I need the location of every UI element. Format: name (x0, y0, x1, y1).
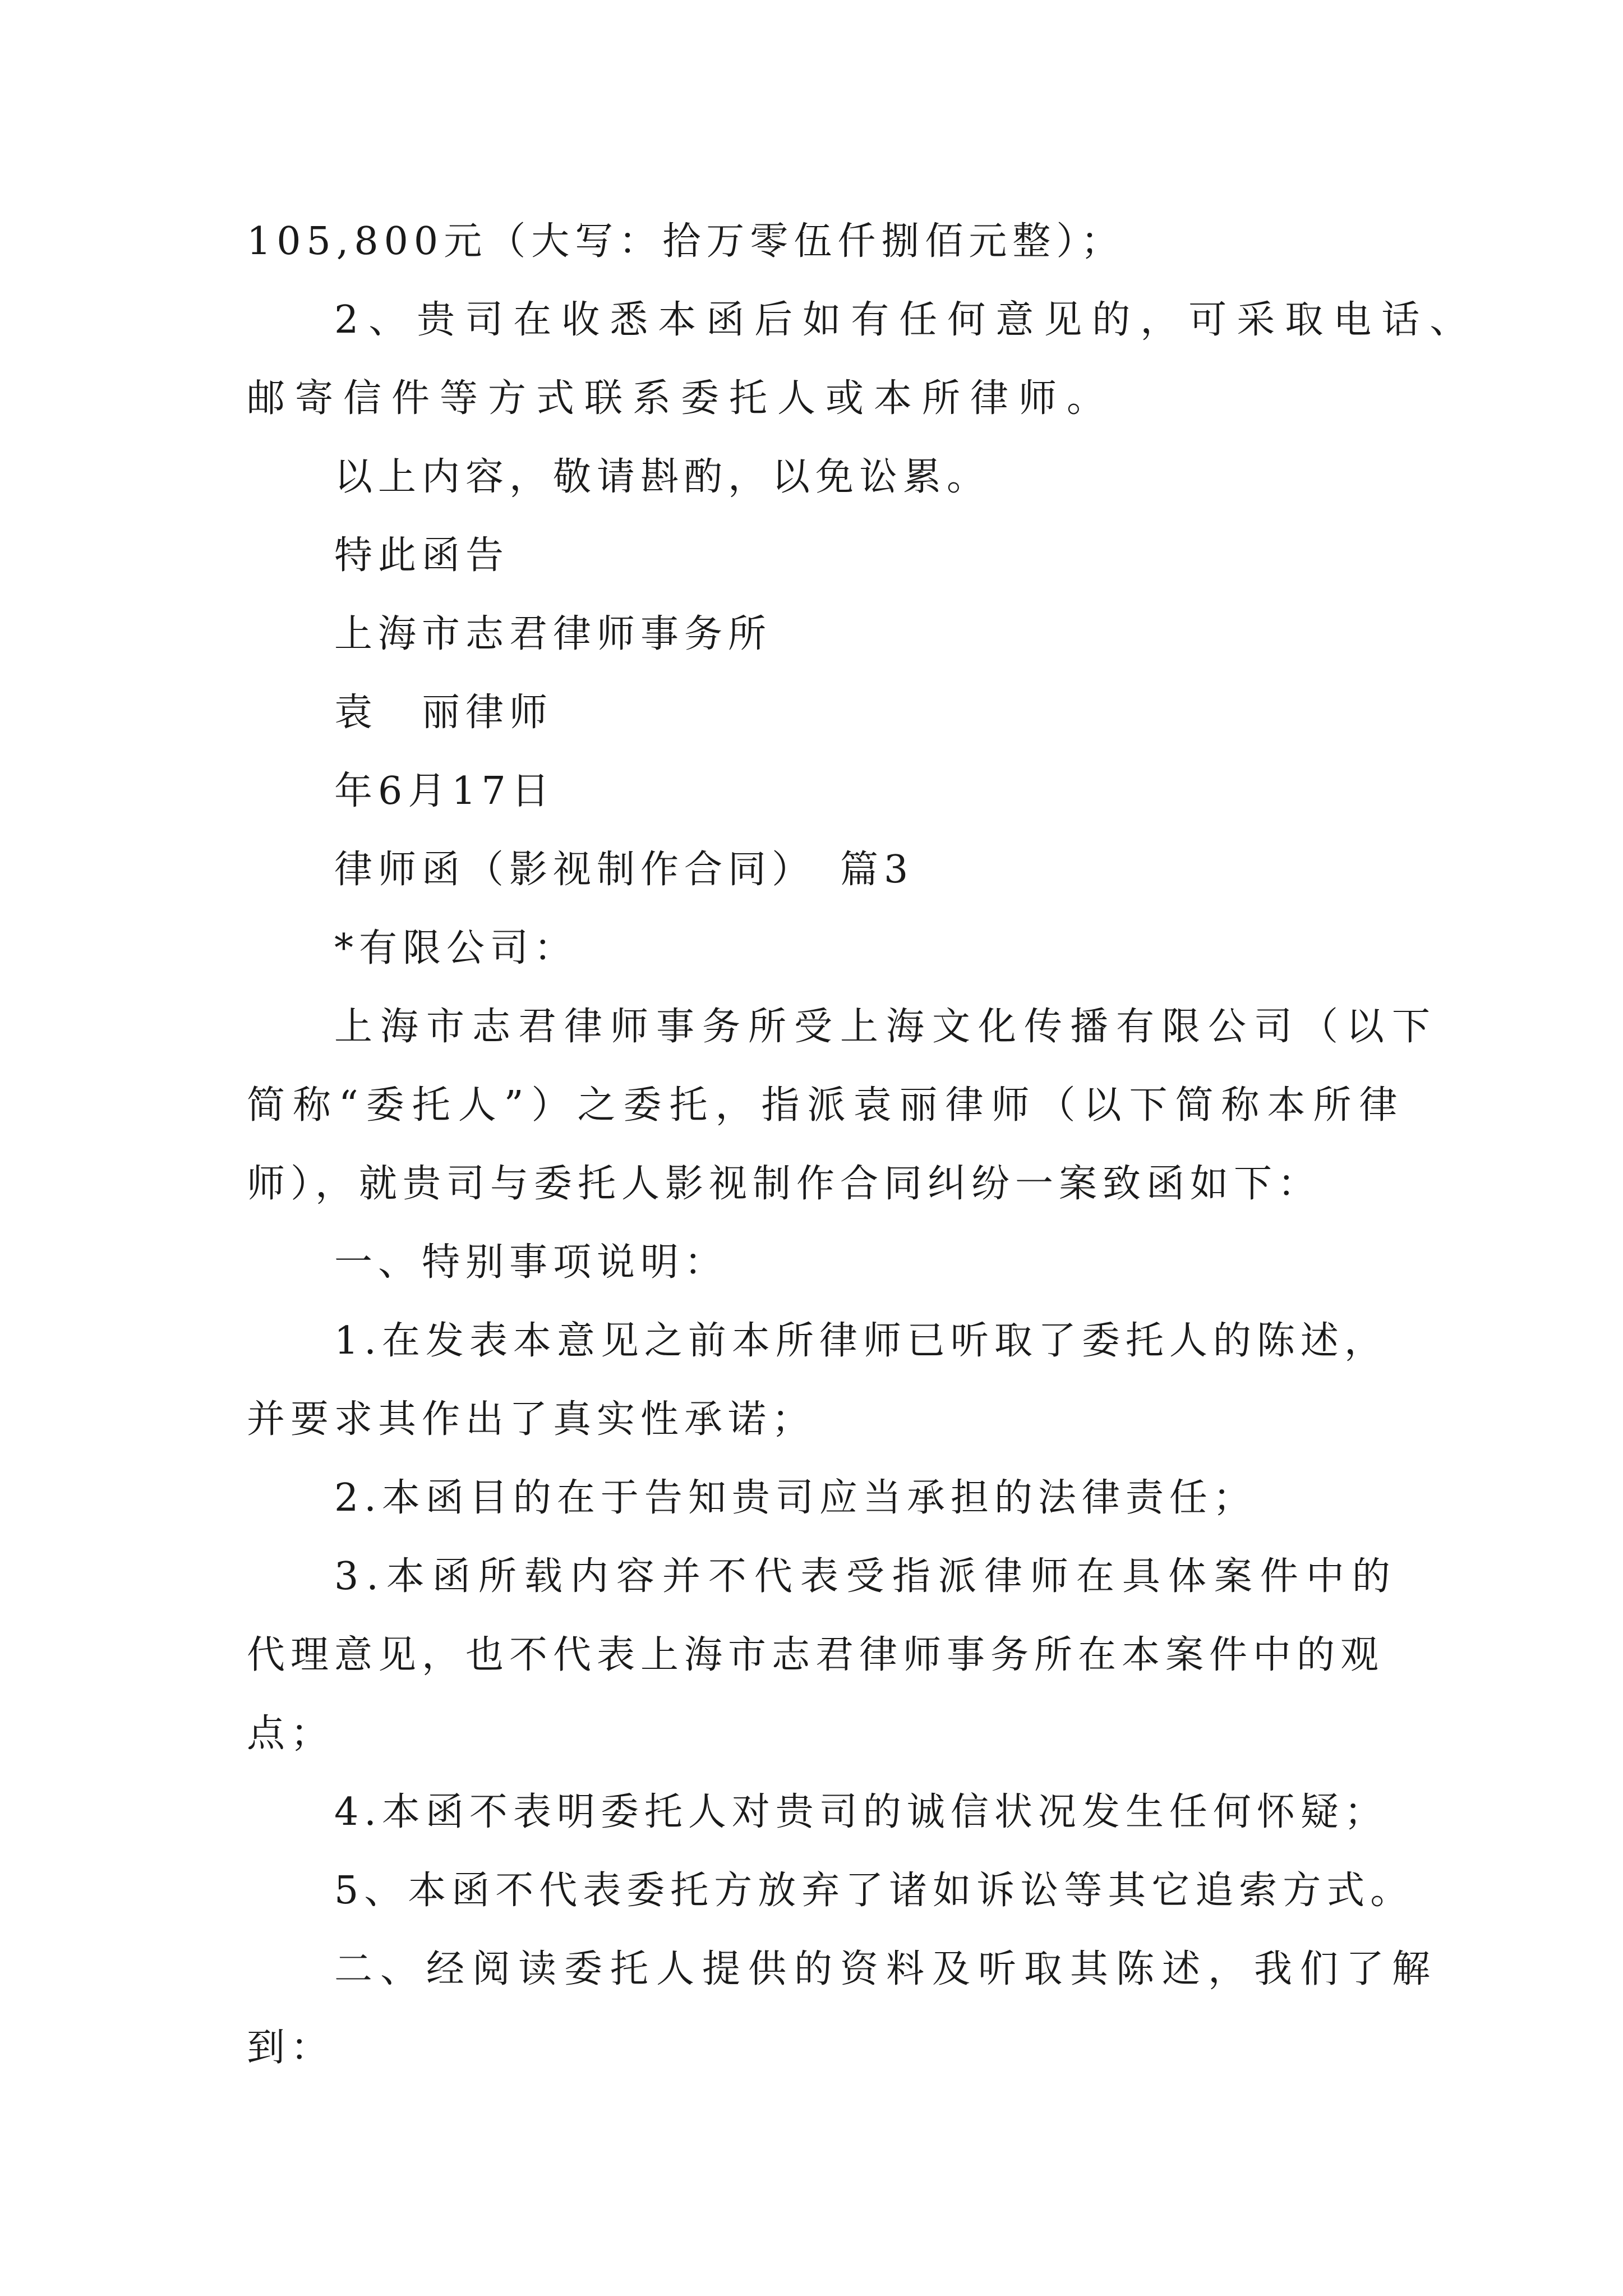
section-heading: 二、经阅读委托人提供的资料及听取其陈述，我们了解 (334, 1947, 1438, 1991)
paragraph-line: 并要求其作出了真实性承诺； (247, 1397, 816, 1442)
letter-date: 年6月17日 (334, 769, 555, 813)
list-item: 5、本函不代表委托方放弃了诸如诉讼等其它追索方式。 (334, 1869, 1414, 1913)
paragraph-line: 以上内容，敬请斟酌，以免讼累。 (334, 455, 991, 499)
paragraph-line: 代理意见，也不代表上海市志君律师事务所在本案件中的观 (247, 1633, 1385, 1677)
recipient-line: *有限公司： (334, 926, 578, 970)
lawyer-signature: 袁 丽律师 (334, 691, 554, 735)
paragraph-line: 点； (247, 1711, 335, 1756)
paragraph-line: 上海市志君律师事务所受上海文化传播有限公司（以下 (334, 1005, 1438, 1049)
paragraph-line: 师），就贵司与委托人影视制作合同纠纷一案致函如下： (247, 1162, 1322, 1206)
paragraph-line: 2、贵司在收悉本函后如有任何意见的，可采取电话、 (334, 298, 1478, 342)
list-item: 1.在发表本意见之前本所律师已听取了委托人的陈述， (334, 1319, 1388, 1363)
section-heading: 一、特别事项说明： (334, 1240, 728, 1285)
list-item: 4.本函不表明委托人对贵司的诚信状况发生任何怀疑； (334, 1790, 1388, 1834)
section-heading: 律师函（影视制作合同） 篇3 (334, 848, 914, 892)
paragraph-line: 邮寄信件等方式联系委托人或本所律师。 (247, 376, 1115, 421)
amount-line: 105,800元（大写：拾万零伍仟捌佰元整）； (247, 219, 1125, 264)
list-item: 3.本函所载内容并不代表受指派律师在具体案件中的 (334, 1554, 1398, 1599)
paragraph-line: 简称“委托人”）之委托，指派袁丽律师（以下简称本所律 (247, 1083, 1405, 1128)
law-firm-name: 上海市志君律师事务所 (334, 612, 772, 656)
paragraph-line: 到： (247, 2026, 335, 2070)
closing-phrase: 特此函告 (334, 533, 510, 578)
list-item: 2.本函目的在于告知贵司应当承担的法律责任； (334, 1476, 1257, 1520)
